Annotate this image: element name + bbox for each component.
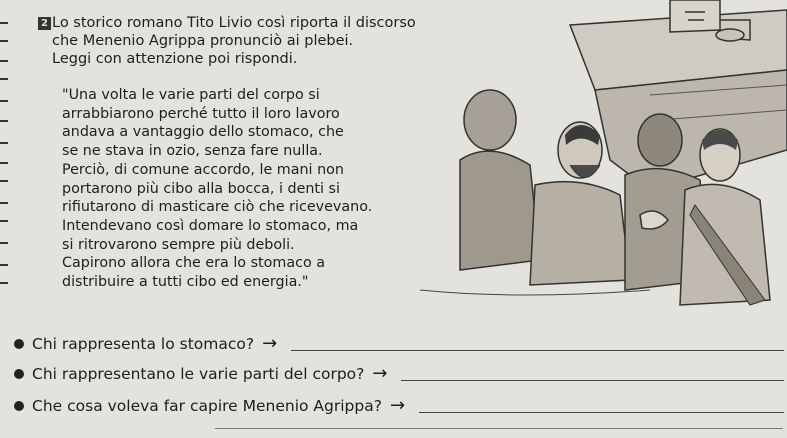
question-item bbox=[14, 333, 784, 355]
answer-line[interactable] bbox=[419, 400, 784, 413]
story-line: portarono più cibo alla bocca, i denti si bbox=[62, 180, 340, 197]
instruction-line: che Menenio Agrippa pronunciò ai plebei. bbox=[52, 33, 354, 49]
bullet-icon bbox=[14, 339, 24, 349]
instruction-line: Lo storico romano Tito Livio così riporta il discorso bbox=[52, 15, 416, 31]
menenio-agrippa-illustration bbox=[420, 0, 787, 320]
question-item bbox=[14, 363, 784, 385]
arrow-right-icon: → bbox=[372, 363, 388, 384]
exercise-instructions bbox=[52, 14, 472, 68]
bullet-icon bbox=[14, 369, 24, 379]
question-text: Che cosa voleva far capire Menenio Agrippa? bbox=[32, 397, 382, 415]
question-text: Chi rappresenta lo stomaco? bbox=[32, 335, 255, 353]
exercise-number-badge: 2 bbox=[38, 17, 51, 30]
margin-marks bbox=[0, 20, 14, 320]
arrow-right-icon: → bbox=[389, 395, 406, 416]
story-line: rifiutarono di masticare ciò che ricevevano. bbox=[62, 199, 373, 216]
story-line: andava a vantaggio dello stomaco, che bbox=[62, 124, 344, 141]
arrow-right-icon: → bbox=[262, 333, 278, 354]
story-line: Intendevano così domare lo stomaco, ma bbox=[62, 217, 359, 234]
question-item bbox=[14, 395, 784, 417]
story-line: Perciò, di comune accordo, le mani non bbox=[62, 161, 344, 178]
question-text: Chi rappresentano le varie parti del corpo? bbox=[32, 365, 365, 383]
answer-line[interactable] bbox=[401, 368, 784, 381]
answer-line-extra[interactable] bbox=[215, 428, 783, 429]
answer-line[interactable] bbox=[291, 338, 784, 351]
story-line: se ne stava in ozio, senza fare nulla. bbox=[62, 143, 323, 160]
story-line: si ritrovarono sempre più deboli. bbox=[62, 236, 295, 253]
story-line: "Una volta le varie parti del corpo si bbox=[62, 87, 320, 103]
story-line: distribuire a tutti cibo ed energia." bbox=[62, 274, 309, 291]
bullet-icon bbox=[14, 401, 24, 411]
story-line: arrabbiarono perché tutto il loro lavoro bbox=[62, 105, 340, 122]
instruction-line: Leggi con attenzione poi rispondi. bbox=[52, 51, 298, 67]
story-line: Capirono allora che era lo stomaco a bbox=[62, 255, 325, 272]
livio-quotation bbox=[62, 86, 442, 292]
